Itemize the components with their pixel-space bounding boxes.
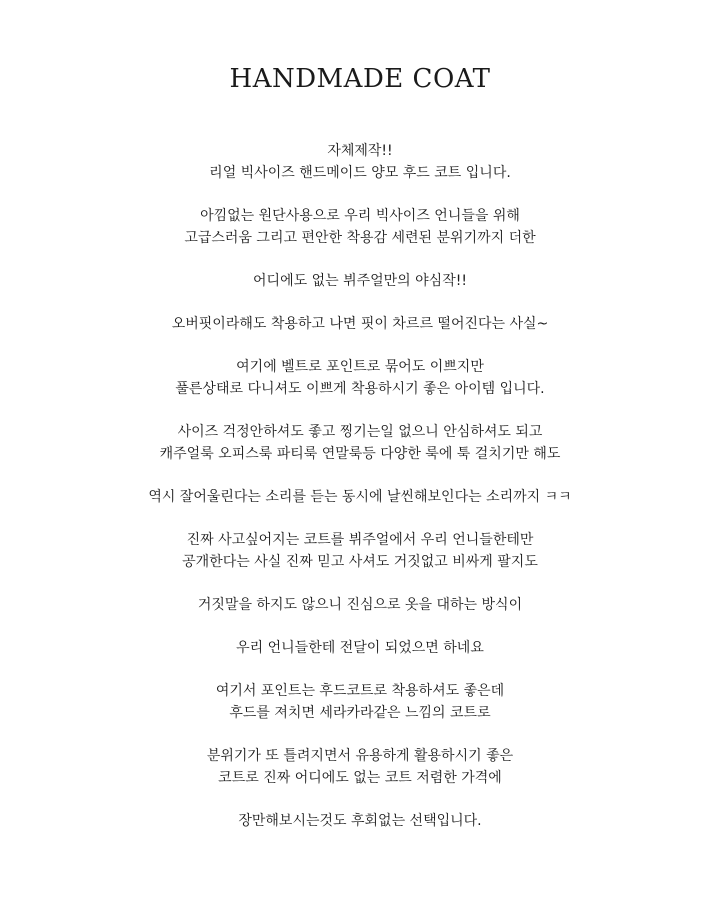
description-line: 후드를 져치면 세라카라같은 느낌의 코트로 [229, 705, 491, 721]
description-line: 아낌없는 원단사용으로 우리 빅사이즈 언니들을 위해 [200, 208, 520, 224]
description-body [0, 140, 720, 832]
description-line: 풀른상태로 다니셔도 이쁘게 착용하시기 좋은 아이템 입니다. [175, 381, 545, 397]
description-line: 캐주얼룩 오피스룩 파티룩 연말룩등 다양한 룩에 툭 걸치기만 해도 [159, 446, 561, 462]
description-paragraph [0, 421, 720, 465]
description-line: 분위기가 또 틀려지면서 유용하게 활용하시기 좋은 [206, 748, 514, 764]
description-line: 공개한다는 사실 진짜 믿고 사셔도 거짓없고 비싸게 팔지도 [182, 554, 538, 570]
description-paragraph [0, 594, 720, 616]
description-line: 코트로 진짜 어디에도 없는 코트 저렴한 가격에 [218, 770, 502, 786]
description-paragraph [0, 529, 720, 573]
description-line: 사이즈 걱정안하셔도 좋고 찡기는일 없으니 안심하셔도 되고 [177, 424, 543, 440]
description-paragraph [0, 205, 720, 249]
description-line: 어디에도 없는 뷔주얼만의 야심작!! [253, 273, 467, 289]
description-line: 오버핏이라해도 착용하고 나면 핏이 차르르 떨어진다는 사실~ [171, 316, 549, 332]
description-line: 우리 언니들한테 전달이 되었으면 하네요 [236, 640, 484, 656]
description-paragraph [0, 356, 720, 400]
page-title: HANDMADE COAT [229, 64, 491, 94]
description-line: 거짓말을 하지도 않으니 진심으로 옷을 대하는 방식이 [197, 597, 523, 613]
description-line: 리얼 빅사이즈 핸드메이드 양모 후드 코트 입니다. [209, 165, 511, 181]
description-paragraph [0, 313, 720, 335]
description-paragraph [0, 680, 720, 724]
description-paragraph [0, 140, 720, 184]
description-line: 여기에 벨트로 포인트로 묶어도 이쁘지만 [236, 359, 484, 375]
description-paragraph [0, 270, 720, 292]
description-line: 여기서 포인트는 후드코트로 착용하셔도 좋은데 [215, 683, 505, 699]
description-paragraph [0, 745, 720, 789]
description-line: 자체제작!! [327, 143, 393, 159]
description-line: 역시 잘어울린다는 소리를 듣는 동시에 날씬해보인다는 소리까지 ㅋㅋ [148, 489, 572, 505]
description-line: 고급스러움 그리고 편안한 착용감 세련된 분위기까지 더한 [184, 230, 536, 246]
description-line: 진짜 사고싶어지는 코트를 뷔주얼에서 우리 언니들한테만 [186, 532, 534, 548]
description-paragraph [0, 486, 720, 508]
description-paragraph [0, 637, 720, 659]
description-paragraph [0, 810, 720, 832]
description-line: 장만해보시는것도 후회없는 선택입니다. [238, 813, 482, 829]
